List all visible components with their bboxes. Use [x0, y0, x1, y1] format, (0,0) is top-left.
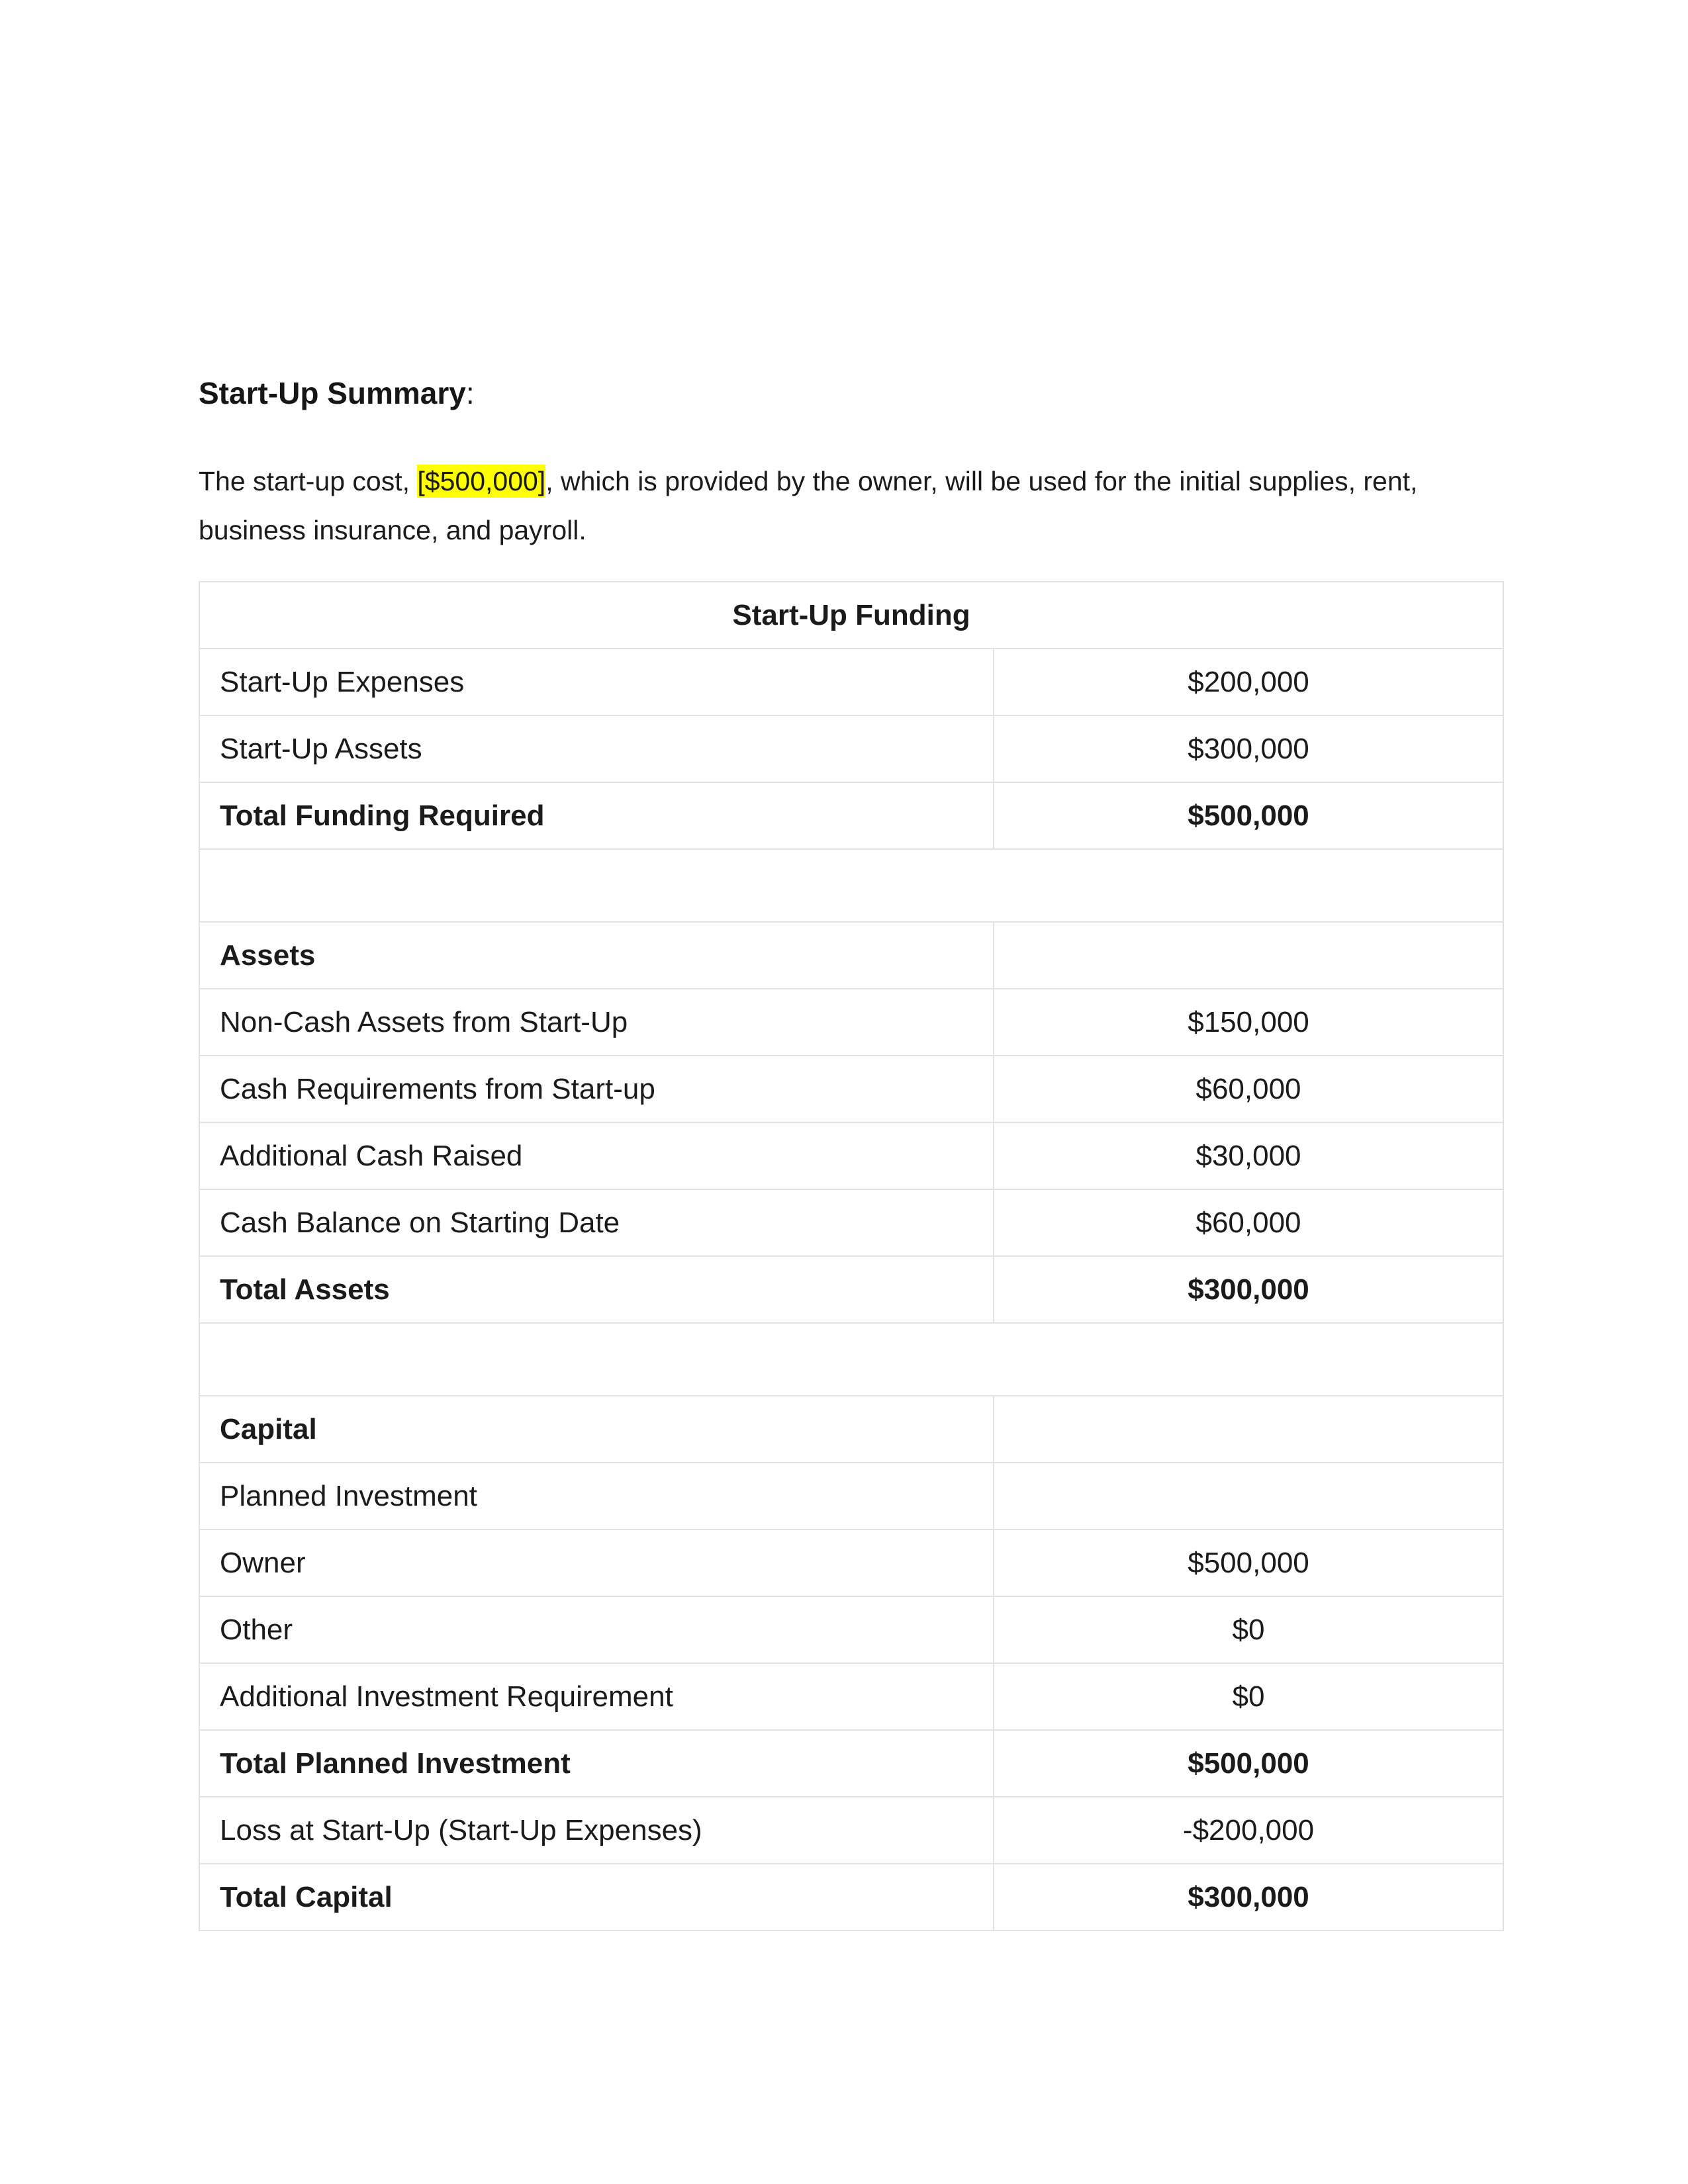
table-row [199, 1396, 1503, 1463]
row-label: Total Assets [199, 1256, 994, 1323]
table-row [199, 1122, 1503, 1189]
row-value: $0 [994, 1596, 1503, 1663]
section-heading-text: Start-Up Summary [199, 376, 466, 410]
row-value: $60,000 [994, 1056, 1503, 1122]
row-value [994, 1463, 1503, 1529]
row-value: $500,000 [994, 1529, 1503, 1596]
table-row [199, 1056, 1503, 1122]
row-value: $300,000 [994, 1864, 1503, 1931]
row-label: Assets [199, 922, 994, 989]
table-row [199, 1463, 1503, 1529]
row-value: $500,000 [994, 782, 1503, 849]
document-content [199, 376, 1503, 1931]
spacer-row [199, 1323, 1503, 1396]
row-label: Owner [199, 1529, 994, 1596]
row-label: Additional Cash Raised [199, 1122, 994, 1189]
table-row [199, 782, 1503, 849]
row-value: $150,000 [994, 989, 1503, 1056]
table-row [199, 1663, 1503, 1730]
intro-paragraph [199, 457, 1503, 555]
table-title-row [199, 582, 1503, 649]
row-label: Planned Investment [199, 1463, 994, 1529]
section-heading [199, 376, 1503, 410]
spacer-cell [199, 849, 1503, 922]
row-value [994, 922, 1503, 989]
table-row [199, 1730, 1503, 1797]
paragraph-line2: business insurance, and payroll. [199, 515, 586, 545]
row-value: $300,000 [994, 1256, 1503, 1323]
startup-funding-table [199, 581, 1504, 1931]
table-row [199, 922, 1503, 989]
table-row [199, 989, 1503, 1056]
row-value: $500,000 [994, 1730, 1503, 1797]
table-title: Start-Up Funding [199, 582, 1503, 649]
row-value: $60,000 [994, 1189, 1503, 1256]
row-label: Additional Investment Requirement [199, 1663, 994, 1730]
row-label: Total Capital [199, 1864, 994, 1931]
table-row [199, 1864, 1503, 1931]
row-label: Start-Up Expenses [199, 649, 994, 715]
row-label: Other [199, 1596, 994, 1663]
table-row [199, 649, 1503, 715]
spacer-row [199, 849, 1503, 922]
row-value: -$200,000 [994, 1797, 1503, 1864]
row-label: Cash Balance on Starting Date [199, 1189, 994, 1256]
table-row [199, 1189, 1503, 1256]
table-row [199, 1256, 1503, 1323]
row-label: Capital [199, 1396, 994, 1463]
row-label: Start-Up Assets [199, 715, 994, 782]
table-body [199, 582, 1503, 1931]
row-value: $300,000 [994, 715, 1503, 782]
row-value: $30,000 [994, 1122, 1503, 1189]
row-label: Non-Cash Assets from Start-Up [199, 989, 994, 1056]
row-value [994, 1396, 1503, 1463]
row-label: Loss at Start-Up (Start-Up Expenses) [199, 1797, 994, 1864]
row-label: Cash Requirements from Start-up [199, 1056, 994, 1122]
highlighted-amount-placeholder[interactable]: [$500,000] [417, 466, 546, 496]
paragraph-text-after-highlight: , which is provided by the owner, will be used for the initial supplies, rent, [545, 466, 1418, 496]
row-value: $200,000 [994, 649, 1503, 715]
row-value: $0 [994, 1663, 1503, 1730]
spacer-cell [199, 1323, 1503, 1396]
table-row [199, 1596, 1503, 1663]
section-heading-colon: : [465, 376, 475, 410]
table-row [199, 1529, 1503, 1596]
row-label: Total Planned Investment [199, 1730, 994, 1797]
paragraph-text-before-highlight: The start-up cost, [199, 466, 418, 496]
table-row [199, 1797, 1503, 1864]
table-row [199, 715, 1503, 782]
row-label: Total Funding Required [199, 782, 994, 849]
